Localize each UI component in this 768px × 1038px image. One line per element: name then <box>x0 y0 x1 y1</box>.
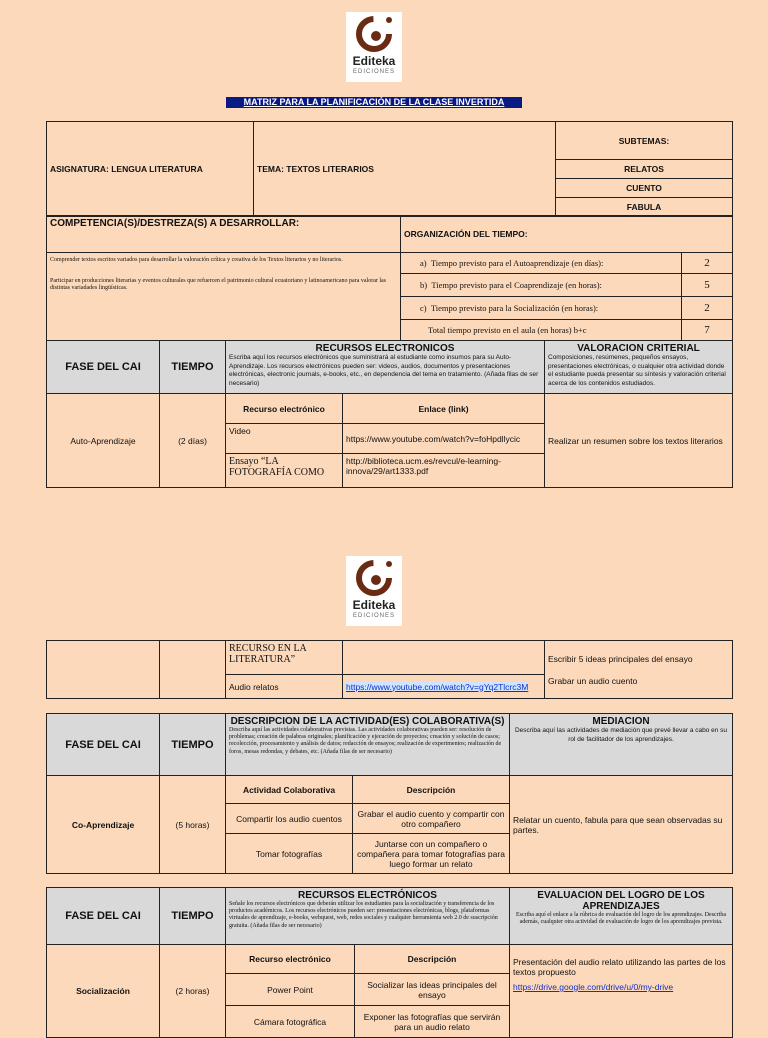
tema: TEMA: TEXTOS LITERARIOS <box>254 122 556 217</box>
soc-table <box>46 887 733 1038</box>
subtema-item: CUENTO <box>556 179 733 198</box>
fase-value: Socialización <box>47 945 160 1038</box>
evaluacion-link[interactable]: https://drive.google.com/drive/u/0/my-drive <box>513 982 674 992</box>
descripcion-cell: Exponer las fotografías que servirán para un audio relato <box>355 1006 510 1038</box>
recurso-cell: RECURSO EN LA LITERATURA” <box>226 641 343 675</box>
recurso-cell: Power Point <box>226 974 355 1006</box>
recursos-header <box>226 341 545 394</box>
logo-sub: EDICIONES <box>352 613 395 619</box>
tiempo-value: (2 días) <box>160 394 226 488</box>
enlace-cell[interactable]: http://biblioteca.ucm.es/revcul/e-learning-innova/29/art1333.pdf <box>343 454 545 488</box>
tiempo-label: TIEMPO <box>160 888 226 945</box>
descripcion-text: Describa aquí las actividades colaborativas previstas. Las actividades colaborativas pueden ser: resolución de problemas; creación de palabras originales; planificación y ejecución de proyectos; creación y solución de casos; recolección, procesamiento y análisis de datos; redacción de ensayos; realización de experimentos; realización de foros, mesas redondas, y debates, etc. (Añada filas de ser necesario) <box>229 727 502 755</box>
co-table <box>46 713 733 874</box>
evaluacion-text: Escriba aquí el enlace a la rúbrica de evaluación del logro de los aprendizajes. Describa además, cualquier otra actividad de evaluación de logro de los aprendizajes prevista. <box>515 912 727 926</box>
tiempo-value: (5 horas) <box>160 776 226 874</box>
col-descripcion: Descripción <box>353 776 510 804</box>
recursos-desc: Escriba aquí los recursos electrónicos que suministrará al estudiante como insumos para su Auto-Aprendizaje. Los recursos electrónicos pueden ser: videos, audios, documentos y presentaciones electrónicas, electronic journals, e-books, etc., en dependencia del tema en tratamiento. (Añada filas de ser necesario) <box>229 354 539 387</box>
fase-value: Auto-Aprendizaje <box>47 394 160 488</box>
competencia-p1: Comprender textos escritos variados para desarrollar la valoración crítica y creativa de los Textos literarios y no literarios. <box>50 257 343 263</box>
tiempo-value: 2 <box>682 297 733 320</box>
valoracion-value: Realizar un resumen sobre los textos literarios <box>545 394 733 488</box>
subtema-item: RELATOS <box>556 160 733 179</box>
auto-table <box>46 340 733 488</box>
recurso-cell: Audio relatos <box>226 675 343 699</box>
valoracion-item: Grabar un audio cuento <box>548 675 638 686</box>
editeka-logo <box>346 556 402 626</box>
tiempo-value: 2 <box>682 253 733 274</box>
fase-label: FASE DEL CAI <box>47 341 160 394</box>
recursos-title: RECURSOS ELECTRÓNICOS <box>298 890 437 901</box>
logo-sub: EDICIONES <box>352 69 395 75</box>
valoracion-desc: Composiciones, resúmenes, pequeños ensayos, presentaciones electrónicas, o cualquier otra actividad donde el estudiante pueda presentar su síntesis y valoración criterial acerca de los contenidos estudiados. <box>548 354 726 387</box>
tiempo-value: 5 <box>682 274 733 297</box>
mediacion-title: MEDIACION <box>592 716 650 727</box>
evaluacion-item: Presentación del audio relato utilizando las partes de los textos propuesto <box>513 957 726 977</box>
tiempo-label: TIEMPO <box>160 341 226 394</box>
recursos-text: Señale los recursos electrónicos que deberán utilizar los estudiantes para la socialización y transferencia de los productos académicos. Los recursos electrónicos pueden ser: presentaciones electrónicas, blogs, plataformas virtuales de aprendizaje, e-books, webquest, web, redes sociales y cualquier herramienta web 2.0 de suscripción gratuita. (Añada filas de ser necesario) <box>229 901 498 929</box>
subtema-item: FABULA <box>556 198 733 217</box>
header-table <box>46 121 733 217</box>
col-enlace: Enlace (link) <box>343 394 545 424</box>
recursos-title: RECURSOS ELECTRONICOS <box>315 343 455 354</box>
total-label: Total tiempo previsto en el aula (en horas) b+c <box>401 320 682 341</box>
fase-label: FASE DEL CAI <box>47 714 160 776</box>
descripcion-header <box>226 714 510 776</box>
actividad-cell: Tomar fotografías <box>226 834 353 874</box>
audio-link[interactable]: https://www.youtube.com/watch?v=gYq2Tlcrc3M <box>343 675 545 699</box>
competencia-p2: Participar en producciones literarias y eventos culturales que refuercen el patrimonio cultural ecuatoriano y latinoamericano para valorar las distintas variadades lingüísticas. <box>50 277 387 291</box>
descripcion-cell: Grabar el audio cuento y compartir con otro compañero <box>353 804 510 834</box>
descripcion-cell: Socializar las ideas principales del ensayo <box>355 974 510 1006</box>
organizacion-label: ORGANIZACIÓN DEL TIEMPO: <box>401 216 733 253</box>
actividad-cell: Compartir los audio cuentos <box>226 804 353 834</box>
logo-word: Editeka <box>352 54 396 68</box>
tiempo-label: TIEMPO <box>160 714 226 776</box>
tiempo-empty <box>160 641 226 699</box>
page-title: MATRIZ PARA LA PLANIFICACIÓN DE LA CLASE INVERTIDA <box>226 97 522 108</box>
tiempo-row: b) Tiempo previsto para el Coaprendizaje (en horas): <box>401 274 682 297</box>
fase-value: Co-Aprendizaje <box>47 776 160 874</box>
editeka-logo-icon <box>356 560 392 596</box>
enlace-cell[interactable]: https://www.youtube.com/watch?v=foHpdllycic <box>343 424 545 454</box>
descripcion-cell: Juntarse con un compañero o compañera para tomar fotografías para luego formar un relato <box>353 834 510 874</box>
editeka-logo <box>346 12 402 82</box>
recurso-cell: Cámara fotográfica <box>226 1006 355 1038</box>
asignatura: ASIGNATURA: LENGUA LITERATURA <box>47 122 254 217</box>
fase-label: FASE DEL CAI <box>47 888 160 945</box>
mediacion-text: Describa aquí las actividades de mediación que prevé llevar a cabo en su rol de facilitador de los aprendizajes. <box>514 727 728 743</box>
editeka-logo-icon <box>356 16 392 52</box>
col-actividad: Actividad Colaborativa <box>226 776 353 804</box>
recurso-cell: Video <box>226 424 343 454</box>
auto-continued-table <box>46 640 733 699</box>
valoracion-cell <box>545 641 733 699</box>
total-value: 7 <box>682 320 733 341</box>
valoracion-title: VALORACION CRITERIAL <box>577 343 700 354</box>
logo-word: Editeka <box>352 598 396 612</box>
subtemas-label: SUBTEMAS: <box>556 122 733 160</box>
evaluacion-title: EVALUACION DEL LOGRO DE LOS APRENDIZAJES <box>537 890 705 912</box>
recursos-header <box>226 888 510 945</box>
tiempo-row: c) Tiempo previsto para la Socialización (en horas): <box>401 297 682 320</box>
valoracion-header <box>545 341 733 394</box>
recurso-cell: Ensayo “LA FOTOGRAFÍA COMO <box>226 454 343 488</box>
valoracion-item: Escribir 5 ideas principales del ensayo <box>548 653 693 664</box>
col-descripcion: Descripción <box>355 945 510 974</box>
descripcion-title: DESCRIPCION DE LA ACTIVIDAD(ES) COLABORATIVA(S) <box>230 716 505 727</box>
enlace-empty <box>343 641 545 675</box>
fase-empty <box>47 641 160 699</box>
competencia-table <box>46 215 733 341</box>
competencia-text <box>47 253 401 341</box>
mediacion-header <box>510 714 733 776</box>
col-recurso: Recurso electrónico <box>226 945 355 974</box>
evaluacion-header <box>510 888 733 945</box>
col-recurso: Recurso electrónico <box>226 394 343 424</box>
competencia-label: COMPETENCIA(S)/DESTREZA(S) A DESARROLLAR: <box>47 216 401 253</box>
tiempo-row: a) Tiempo previsto para el Autoaprendizaje (en días): <box>401 253 682 274</box>
mediacion-value: Relatar un cuento, fabula para que sean observadas su partes. <box>510 776 733 874</box>
tiempo-value: (2 horas) <box>160 945 226 1038</box>
